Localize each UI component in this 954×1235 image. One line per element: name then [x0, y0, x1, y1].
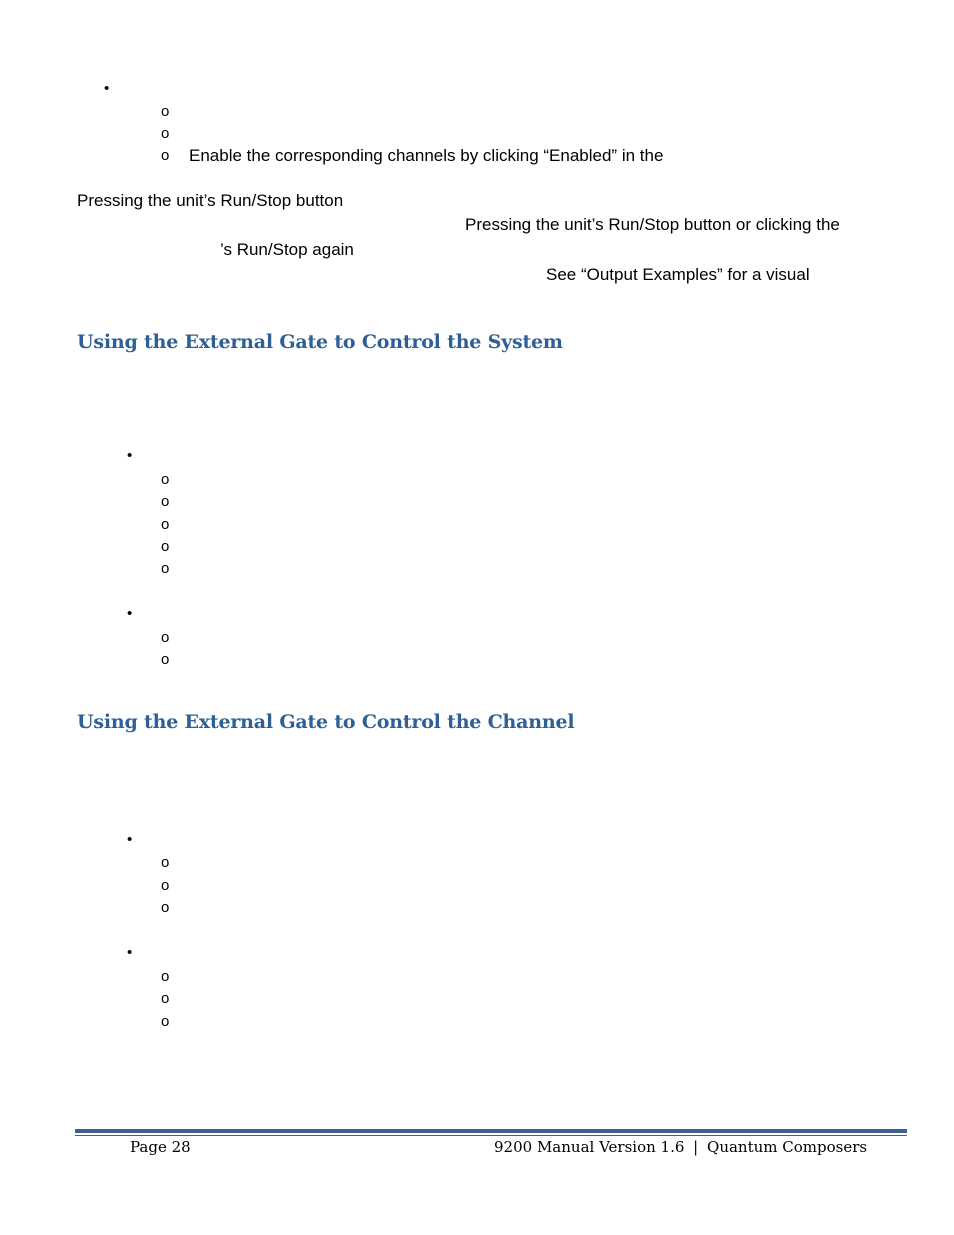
sublist-marker: o — [161, 899, 170, 916]
list-bullet: • — [127, 944, 133, 961]
paragraph-text: See “Output Examples” for a visual — [546, 265, 810, 284]
page-number: Page 28 — [130, 1138, 191, 1156]
section-heading: Using the External Gate to Control the System — [77, 331, 563, 353]
list-bullet: • — [127, 447, 133, 464]
enable-channels-text: Enable the corresponding channels by clicking “Enabled” in the — [189, 146, 664, 165]
manual-version: 9200 Manual Version 1.6 — [494, 1138, 685, 1156]
sublist-marker: o — [161, 471, 170, 488]
sublist-marker: o — [161, 493, 170, 510]
paragraph-text: ’s Run/Stop again — [220, 240, 354, 259]
sublist-marker: o — [161, 103, 170, 120]
sublist-marker: o — [161, 854, 170, 871]
footer-rule-thin — [75, 1135, 907, 1136]
sublist-marker: o — [161, 651, 170, 668]
sublist-marker: o — [161, 538, 170, 555]
sublist-marker: o — [161, 560, 170, 577]
sublist-marker: o — [161, 629, 170, 646]
sublist-marker: o — [161, 968, 170, 985]
sublist-marker: o — [161, 516, 170, 533]
list-bullet: • — [127, 831, 133, 848]
company-name: Quantum Composers — [707, 1138, 868, 1156]
section-heading: Using the External Gate to Control the Channel — [77, 711, 575, 733]
footer-rule — [75, 1129, 907, 1133]
footer-right — [494, 1137, 867, 1157]
paragraph-text: Pressing the unit’s Run/Stop button — [77, 191, 344, 210]
list-bullet: • — [104, 80, 110, 97]
sublist-marker: o — [161, 877, 170, 894]
footer-separator: | — [693, 1138, 699, 1156]
sublist-marker: o — [161, 1013, 170, 1030]
list-bullet: • — [127, 605, 133, 622]
sublist-marker: o — [161, 990, 170, 1007]
sublist-marker: o — [161, 147, 170, 164]
paragraph-text: Pressing the unit’s Run/Stop button or clicking the — [465, 215, 840, 234]
sublist-marker: o — [161, 125, 170, 142]
